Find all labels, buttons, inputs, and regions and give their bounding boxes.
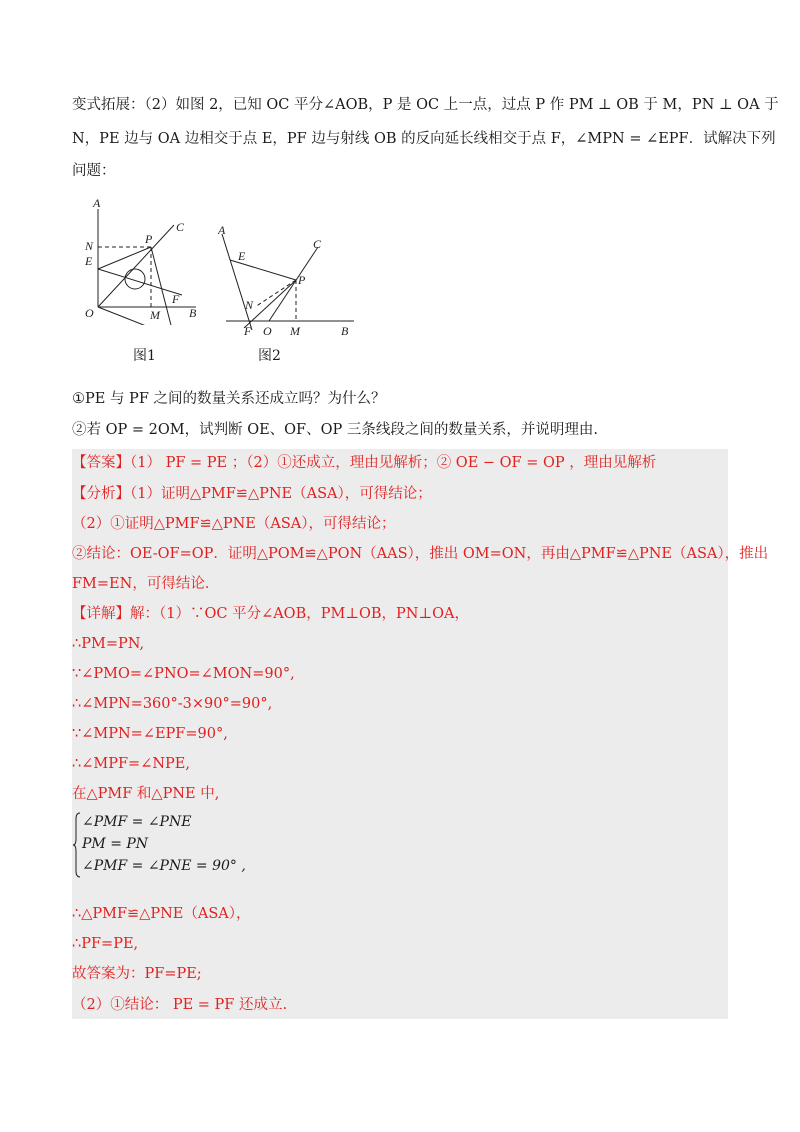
fig1-label-c: C bbox=[176, 220, 185, 234]
fig2-label-e: E bbox=[238, 249, 246, 263]
equation-system bbox=[72, 811, 272, 879]
fig2-label-f: F bbox=[244, 324, 252, 338]
detail-line-4: ∴∠MPN=360°-3×90°=90°, bbox=[72, 696, 273, 712]
figure-2-caption: 图2 bbox=[258, 348, 281, 364]
fig2-ray-oc bbox=[269, 247, 318, 321]
figure-1-caption: 图1 bbox=[133, 348, 156, 364]
detail-line-1: 【详解】解：（1）∵OC 平分∠AOB，PM⊥OB，PN⊥OA， bbox=[72, 606, 469, 622]
system-eq-3: ∠PMF = ∠PNE = 90° , bbox=[82, 858, 246, 874]
fig2-pn bbox=[255, 280, 296, 307]
figure-1 bbox=[78, 195, 208, 325]
fig2-label-o: O bbox=[263, 324, 272, 338]
detail-line-7: 在△PMF 和△PNE 中, bbox=[72, 786, 220, 802]
fig1-label-p: P bbox=[145, 232, 153, 246]
analysis-line-4: FM=EN，可得结论． bbox=[72, 576, 220, 592]
detail-line-6: ∴∠MPF=∠NPE, bbox=[72, 756, 190, 772]
question-line-1: 变式拓展：（2）如图 2，已知 OC 平分∠AOB，P 是 OC 上一点，过点 P 作 PM ⊥ OB 于 M，PN ⊥ OA 于 bbox=[72, 97, 779, 113]
question-item-2: ②若 OP = 2OM，试判断 OE、OF、OP 三条线段之间的数量关系，并说明理由. bbox=[72, 422, 598, 438]
fig1-label-o: O bbox=[85, 306, 94, 320]
left-brace-icon bbox=[72, 811, 82, 879]
detail-line-9: ∴PF=PE, bbox=[72, 936, 139, 952]
detail-line-2: ∴PM=PN, bbox=[72, 636, 145, 652]
detail-line-10: 故答案为：PF=PE; bbox=[72, 966, 202, 982]
fig1-label-n: N bbox=[85, 239, 94, 253]
fig2-label-p: P bbox=[298, 273, 306, 287]
fig1-circle bbox=[125, 269, 145, 289]
fig2-pe bbox=[230, 260, 296, 280]
question-line-2: N，PE 边与 OA 边相交于点 E，PF 边与射线 OB 的反向延长线相交于点 F，∠MPN = ∠EPF．试解决下列 bbox=[72, 131, 776, 147]
question-item-1: ①PE 与 PF 之间的数量关系还成立吗？为什么？ bbox=[72, 391, 386, 407]
fig2-ray-oa bbox=[222, 234, 252, 330]
fig1-ef bbox=[98, 269, 182, 295]
detail-line-11: （2）①结论： PE = PF 还成立. bbox=[72, 997, 288, 1013]
detail-line-3: ∵∠PMO=∠PNO=∠MON=90°, bbox=[72, 666, 295, 682]
analysis-line-3: ②结论：OE-OF=OP．证明△POM≌△PON（AAS），推出 OM=ON，再由△PMF≌△PNE（ASA），推出 bbox=[72, 546, 769, 562]
fig1-ray-oc bbox=[98, 225, 174, 307]
fig2-label-c: C bbox=[313, 237, 322, 251]
analysis-line-2: （2）①证明△PMF≌△PNE（ASA），可得结论； bbox=[72, 516, 396, 532]
fig2-label-b: B bbox=[341, 324, 349, 338]
analysis-line-1: 【分析】（1）证明△PMF≌△PNE（ASA），可得结论； bbox=[72, 486, 432, 502]
detail-line-5: ∵∠MPN=∠EPF=90°, bbox=[72, 726, 228, 742]
fig1-label-b: B bbox=[189, 306, 197, 320]
answer-line: 【答案】（1） PF = PE ；（2）①还成立，理由见解析；② OE − OF = OP ，理由见解析 bbox=[72, 455, 657, 471]
system-eq-1: ∠PMF = ∠PNE bbox=[82, 814, 192, 830]
figure-2 bbox=[212, 222, 362, 340]
fig1-label-m: M bbox=[150, 308, 160, 322]
fig1-label-e: E bbox=[85, 254, 93, 268]
system-eq-2: PM = PN bbox=[82, 836, 149, 852]
fig2-label-a: A bbox=[218, 223, 226, 237]
detail-line-8: ∴△PMF≌△PNE（ASA）， bbox=[72, 906, 251, 922]
fig1-label-a: A bbox=[93, 196, 101, 210]
question-line-3: 问题： bbox=[72, 163, 116, 179]
fig2-label-n: N bbox=[245, 298, 254, 312]
fig2-label-m: M bbox=[290, 324, 300, 338]
fig1-label-f: F bbox=[172, 292, 180, 306]
